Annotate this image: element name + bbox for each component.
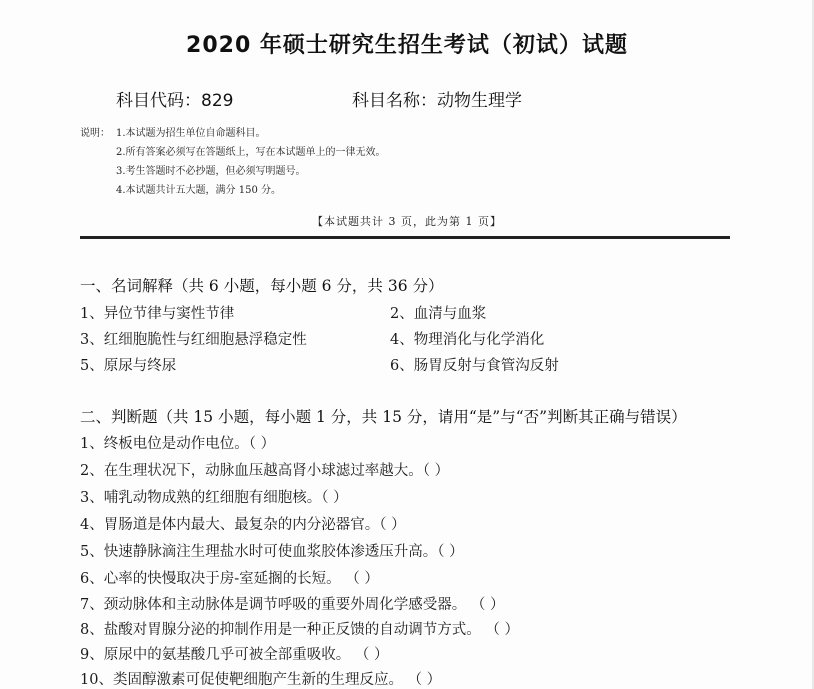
instruction-line: 3.考生答题时不必抄题，但必须写明题号。 — [116, 166, 306, 177]
question-item: 8、盐酸对胃腺分泌的抑制作用是一种正反馈的自动调节方式。 （ ） — [80, 622, 519, 638]
exam-title: 2020 年硕士研究生招生考试（初试）试题 — [186, 33, 628, 58]
question-item: 5、快速静脉滴注生理盐水时可使血浆胶体渗透压升高。（ ） — [80, 544, 464, 560]
instruction-line: 4.本试题共计五大题，满分 150 分。 — [116, 185, 281, 196]
instruction-line: 2.所有答案必须写在答题纸上，写在本试题单上的一律无效。 — [116, 147, 386, 158]
page-info: 【本试题共计 3 页，此为第 1 页】 — [312, 215, 502, 228]
divider-rule — [80, 236, 730, 239]
term-item: 3、红细胞脆性与红细胞悬浮稳定性 — [80, 332, 307, 348]
term-item: 4、物理消化与化学消化 — [390, 332, 545, 348]
question-item: 4、胃肠道是体内最大、最复杂的内分泌器官。（ ） — [80, 517, 406, 533]
instructions-label: 说明： — [80, 128, 110, 139]
question-item: 9、原尿中的氨基酸几乎可被全部重吸收。 （ ） — [80, 647, 389, 663]
question-item: 3、哺乳动物成熟的红细胞有细胞核。（ ） — [80, 490, 348, 506]
subject-name: 科目名称：动物生理学 — [352, 91, 522, 111]
question-item: 10、类固醇激素可促使靶细胞产生新的生理反应。 （ ） — [80, 672, 442, 688]
instruction-line: 1.本试题为招生单位自命题科目。 — [116, 128, 266, 139]
question-item: 6、心率的快慢取决于房-室延搁的长短。 （ ） — [80, 571, 379, 587]
question-item: 1、终板电位是动作电位。（ ） — [80, 436, 276, 452]
section1-heading: 一、名词解释（共 6 小题，每小题 6 分，共 36 分） — [80, 277, 444, 295]
subject-code: 科目代码：829 — [116, 91, 234, 111]
question-item: 7、颈动脉体和主动脉体是调节呼吸的重要外周化学感受器。 （ ） — [80, 597, 505, 613]
term-item: 1、异位节律与窦性节律 — [80, 306, 235, 322]
term-item: 5、原尿与终尿 — [80, 358, 177, 374]
section2-heading: 二、判断题（共 15 小题，每小题 1 分，共 15 分，请用“是”与“否”判断其正确与错误） — [80, 408, 687, 426]
term-item: 6、肠胃反射与食管沟反射 — [390, 358, 559, 374]
term-item: 2、血清与血浆 — [390, 306, 487, 322]
question-item: 2、在生理状况下，动脉血压越高肾小球滤过率越大。（ ） — [80, 463, 450, 479]
